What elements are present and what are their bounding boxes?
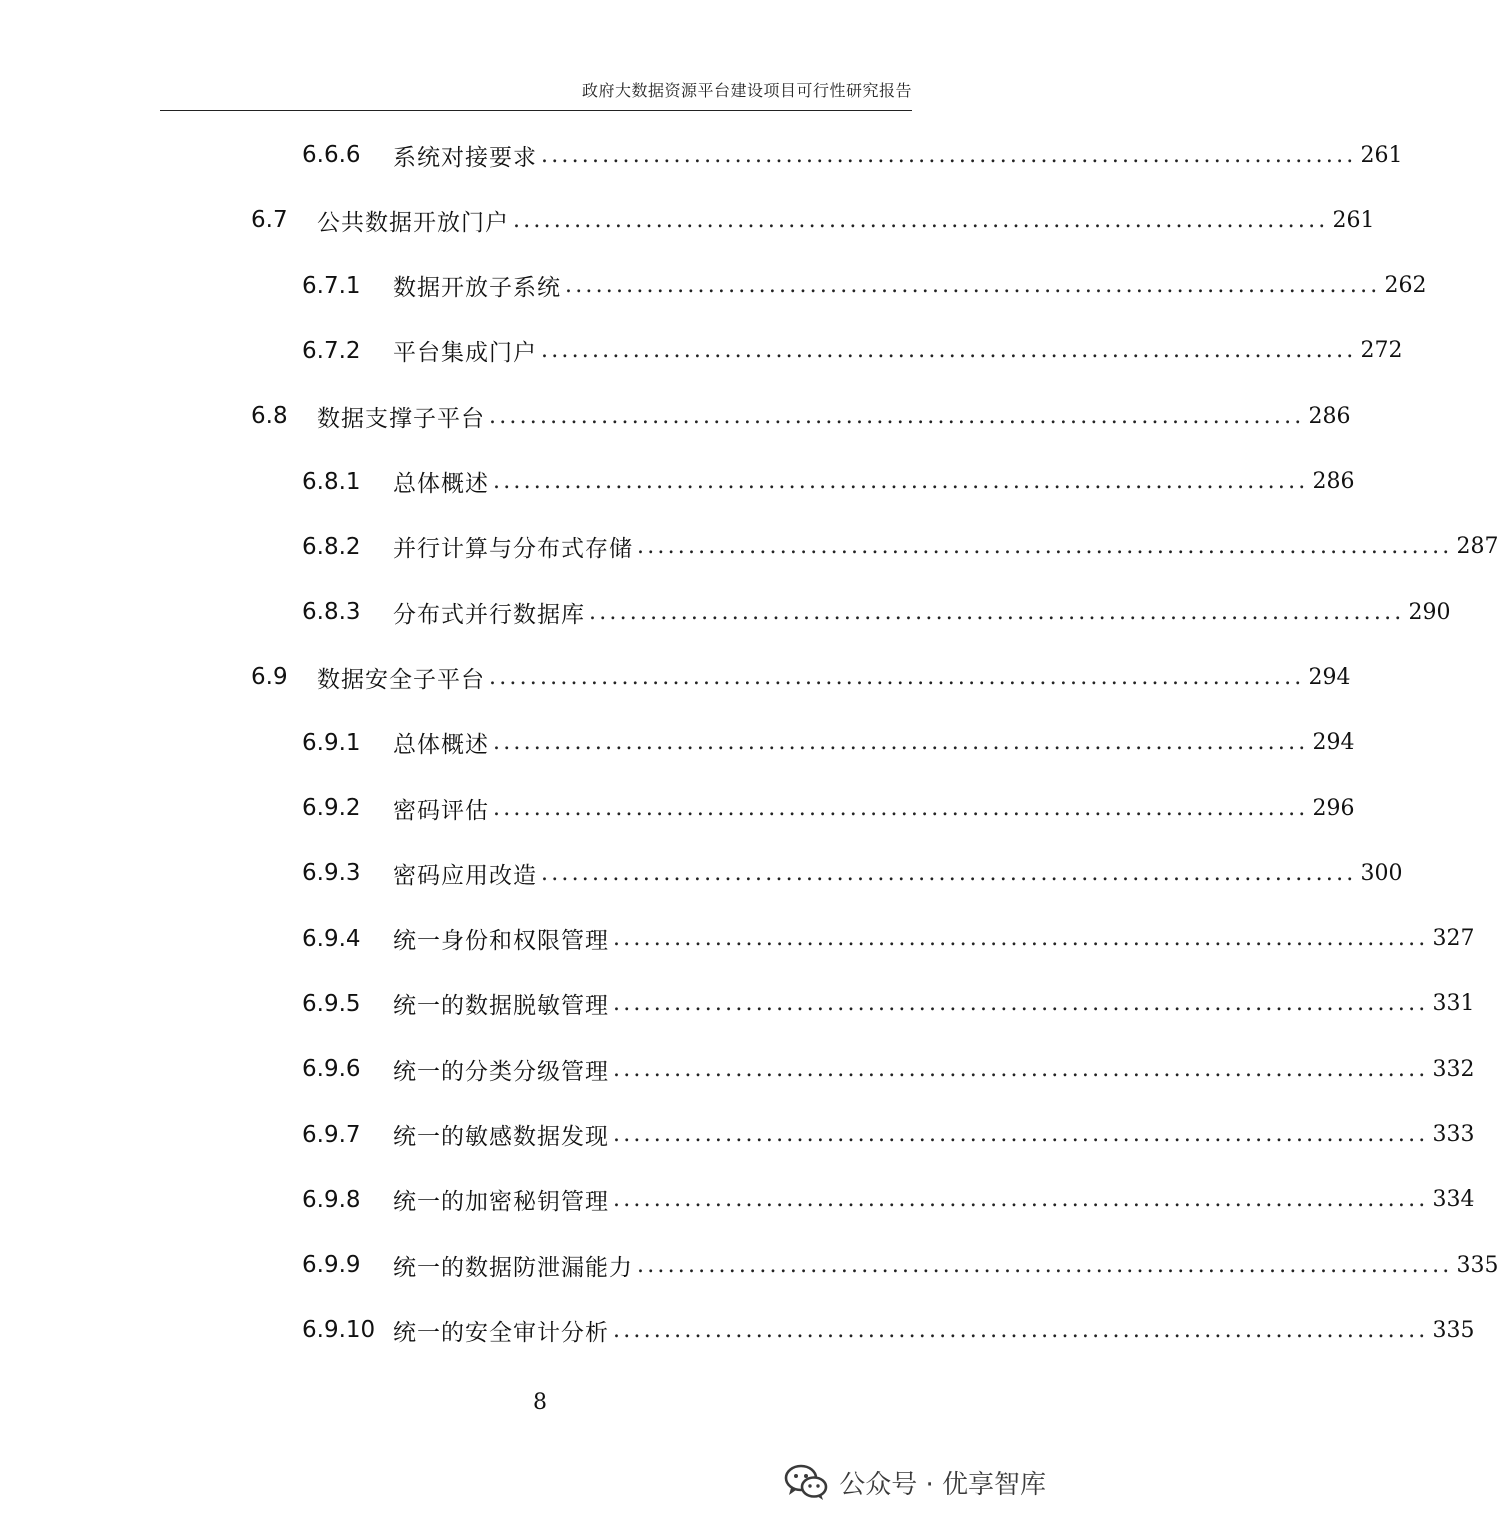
toc-entry[interactable] bbox=[302, 592, 1451, 632]
toc-entry-title: 统一的分类分级管理 bbox=[393, 1058, 609, 1085]
toc-leader-dots: ................................................................................ bbox=[541, 860, 1357, 886]
toc-entry[interactable] bbox=[302, 462, 1355, 502]
toc-entry-title: 并行计算与分布式存储 bbox=[393, 536, 633, 563]
toc-entry-page: 286 bbox=[1312, 469, 1355, 494]
toc-entry-page: 261 bbox=[1332, 207, 1375, 233]
toc-entry[interactable] bbox=[302, 1310, 1475, 1350]
toc-leader-dots: ................................................................................ bbox=[613, 1122, 1429, 1147]
toc-leader-dots: ................................................................................ bbox=[613, 991, 1429, 1017]
toc-entry-number: 6.9.5 bbox=[302, 990, 361, 1017]
toc-entry-page: 332 bbox=[1432, 1056, 1475, 1082]
toc-entry-title: 分布式并行数据库 bbox=[393, 601, 585, 628]
page-number: 8 bbox=[533, 1390, 547, 1415]
toc-entry-page: 294 bbox=[1312, 730, 1355, 756]
toc-leader-dots: ................................................................................ bbox=[493, 730, 1309, 756]
toc-entry-number: 6.7.2 bbox=[302, 337, 361, 364]
toc-leader-dots: ................................................................................ bbox=[565, 273, 1381, 299]
toc-entry-number: 6.8.1 bbox=[302, 468, 361, 495]
toc-entry-title: 密码应用改造 bbox=[393, 862, 537, 889]
toc-leader-dots: ................................................................................ bbox=[489, 403, 1305, 429]
toc-entry-page: 261 bbox=[1360, 142, 1403, 168]
toc-entry[interactable] bbox=[302, 331, 1403, 371]
toc-entry-number: 6.9.10 bbox=[302, 1317, 376, 1344]
toc-entry-title: 总体概述 bbox=[393, 471, 489, 497]
toc-entry[interactable] bbox=[302, 853, 1403, 893]
toc-entry-number: 6.9.8 bbox=[302, 1186, 361, 1213]
toc-leader-dots: ................................................................................ bbox=[613, 1317, 1429, 1343]
toc-leader-dots: ................................................................................ bbox=[613, 926, 1429, 952]
toc-entry-title: 平台集成门户 bbox=[393, 340, 537, 367]
toc-entry-title: 统一的安全审计分析 bbox=[393, 1319, 609, 1346]
toc-entry-number: 6.9.7 bbox=[302, 1121, 361, 1148]
toc-entry-title: 统一的敏感数据发现 bbox=[393, 1124, 609, 1150]
toc-leader-dots: ................................................................................ bbox=[541, 142, 1357, 168]
toc-entry-page: 327 bbox=[1432, 926, 1475, 952]
toc-entry-title: 总体概述 bbox=[393, 732, 489, 759]
toc-entry-title: 统一身份和权限管理 bbox=[393, 928, 609, 955]
toc-entry[interactable] bbox=[302, 984, 1475, 1024]
toc-entry-number: 6.9.3 bbox=[302, 860, 361, 887]
toc-leader-dots: ................................................................................ bbox=[613, 1056, 1429, 1082]
toc-entry-page: 331 bbox=[1432, 991, 1475, 1017]
toc-entry-number: 6.6.6 bbox=[302, 142, 361, 168]
toc-entry-page: 272 bbox=[1360, 338, 1403, 364]
toc-entry-page: 296 bbox=[1312, 795, 1355, 821]
toc-entry-number: 6.8.3 bbox=[302, 599, 361, 626]
toc-entry-title: 统一的数据脱敏管理 bbox=[393, 993, 609, 1020]
toc-entry[interactable] bbox=[302, 1049, 1475, 1089]
toc-entry-number: 6.7 bbox=[251, 207, 288, 234]
toc-leader-dots: ................................................................................ bbox=[541, 338, 1357, 364]
toc-leader-dots: ................................................................................ bbox=[493, 795, 1309, 821]
toc-entry-page: 335 bbox=[1432, 1317, 1475, 1343]
toc-entry-title: 密码评估 bbox=[393, 797, 489, 824]
toc-entry-page: 286 bbox=[1308, 403, 1351, 429]
toc-entry-number: 6.8.2 bbox=[302, 533, 361, 560]
watermark-text: 公众号 · 优享智库 bbox=[839, 1469, 1046, 1500]
toc-entry-number: 6.9.4 bbox=[302, 925, 361, 952]
toc-leader-dots: ................................................................................ bbox=[589, 599, 1405, 625]
toc-entry-number: 6.9.9 bbox=[302, 1252, 361, 1279]
toc-entry-page: 335 bbox=[1456, 1252, 1498, 1278]
toc-entry-title: 公共数据开放门户 bbox=[317, 209, 509, 236]
toc-entry-page: 300 bbox=[1360, 860, 1403, 886]
toc-entry-title: 统一的数据防泄漏能力 bbox=[393, 1254, 633, 1281]
toc-entry[interactable] bbox=[302, 723, 1355, 763]
wechat-icon bbox=[783, 1462, 829, 1502]
toc-entry-number: 6.7.1 bbox=[302, 272, 361, 299]
toc-leader-dots: ................................................................................ bbox=[489, 664, 1305, 690]
toc-entry-page: 333 bbox=[1432, 1122, 1475, 1147]
toc-entry-number: 6.9.2 bbox=[302, 795, 361, 821]
toc-entry-number: 6.9 bbox=[251, 664, 288, 691]
toc-entry[interactable] bbox=[251, 657, 1351, 697]
toc-entry-page: 334 bbox=[1432, 1187, 1475, 1213]
toc-entry-page: 287 bbox=[1456, 534, 1498, 560]
toc-entry[interactable] bbox=[302, 1115, 1475, 1155]
toc-entry[interactable] bbox=[251, 200, 1375, 240]
toc-entry[interactable] bbox=[302, 788, 1355, 828]
toc-entry-page: 262 bbox=[1384, 273, 1427, 299]
toc-leader-dots: ................................................................................ bbox=[513, 207, 1329, 233]
toc-entry[interactable] bbox=[302, 1180, 1475, 1220]
toc-entry[interactable] bbox=[302, 919, 1475, 959]
page-header: 政府大数据资源平台建设项目可行性研究报告 bbox=[581, 81, 912, 100]
toc-entry-number: 6.9.1 bbox=[302, 729, 361, 756]
toc-leader-dots: ................................................................................ bbox=[637, 534, 1453, 560]
toc-entry-number: 6.8 bbox=[251, 403, 288, 430]
watermark bbox=[783, 1462, 1046, 1502]
toc-entry-page: 294 bbox=[1308, 664, 1351, 690]
toc-leader-dots: ................................................................................ bbox=[637, 1252, 1453, 1278]
toc-entry-title: 数据支撑子平台 bbox=[317, 405, 485, 432]
toc-entry-title: 统一的加密秘钥管理 bbox=[393, 1189, 609, 1216]
toc-entry-title: 系统对接要求 bbox=[393, 144, 537, 171]
toc-entry[interactable] bbox=[302, 527, 1498, 567]
toc-entry[interactable] bbox=[302, 266, 1427, 306]
toc-entry-number: 6.9.6 bbox=[302, 1056, 361, 1083]
toc-entry[interactable] bbox=[251, 396, 1351, 436]
toc-entry-page: 290 bbox=[1408, 599, 1451, 625]
toc-entry[interactable] bbox=[302, 135, 1403, 175]
toc-entry-title: 数据开放子系统 bbox=[393, 275, 561, 302]
toc-leader-dots: ................................................................................ bbox=[613, 1187, 1429, 1213]
toc-entry[interactable] bbox=[302, 1245, 1498, 1285]
toc-entry-title: 数据安全子平台 bbox=[317, 666, 485, 693]
toc-leader-dots: ................................................................................ bbox=[493, 469, 1309, 494]
